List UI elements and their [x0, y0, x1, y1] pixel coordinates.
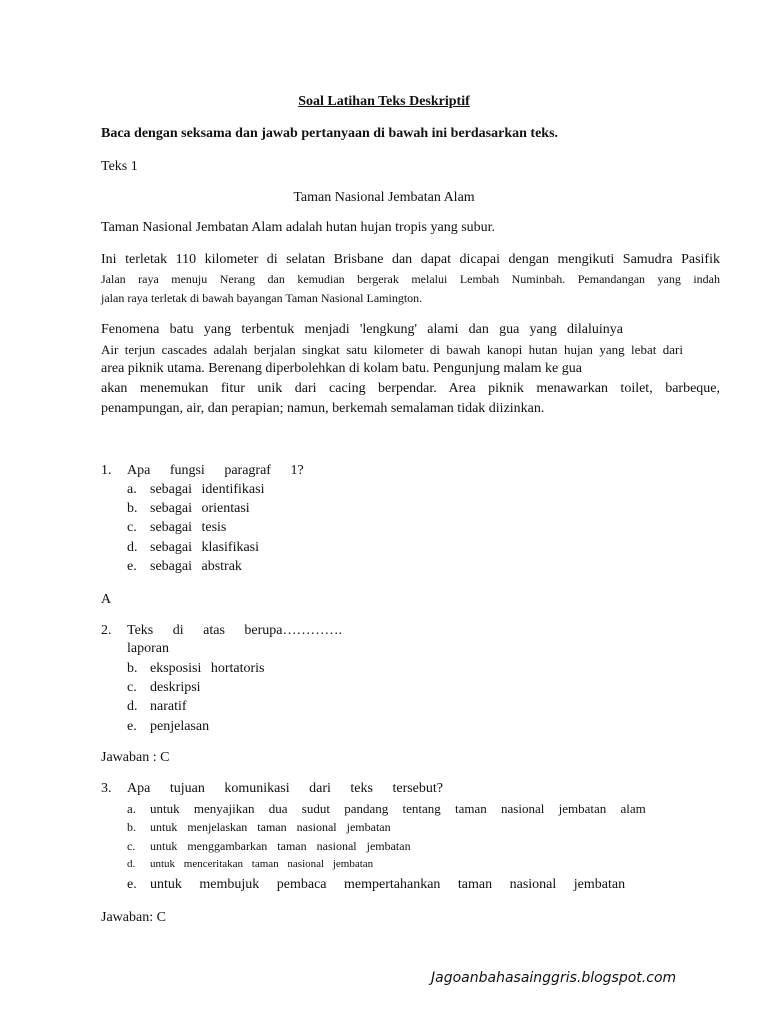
- option-text: laporan: [127, 641, 169, 656]
- question-2-option-e: [127, 719, 209, 735]
- option-letter: c.: [127, 839, 136, 853]
- question-text: Apa tujuan komunikasi dari teks tersebut?: [127, 781, 443, 796]
- question-2-option-a: [127, 641, 169, 657]
- paragraph-2-line-2: Jalan raya menuju Nerang dan kemudian bergerak melalui Lembah Numinbah. Pemandangan yang indah: [101, 272, 720, 286]
- question-2: [101, 623, 342, 639]
- option-text: untuk menggambarkan taman nasional jembatan: [150, 839, 411, 853]
- paragraph-2-line-1: Ini terletak 110 kilometer di selatan Brisbane dan dapat dicapai dengan mengikuti Samudra Pasifik: [101, 252, 720, 267]
- page-title: Soal Latihan Teks Deskriptif: [298, 94, 470, 109]
- question-1-option-e: [127, 559, 242, 575]
- option-text: deskripsi: [150, 680, 201, 695]
- instruction: Baca dengan seksama dan jawab pertanyaan di bawah ini berdasarkan teks.: [101, 126, 559, 141]
- option-letter: c.: [127, 520, 137, 535]
- question-3-option-e: [127, 877, 625, 893]
- question-3-answer: Jawaban: C: [101, 910, 166, 925]
- paragraph-2-line-3: jalan raya terletak di bawah bayangan Taman Nasional Lamington.: [101, 291, 423, 305]
- question-number: 1.: [101, 463, 112, 478]
- question-3-option-a: [127, 801, 646, 817]
- question-2-answer: Jawaban : C: [101, 750, 170, 765]
- option-text: sebagai identifikasi: [150, 482, 265, 497]
- paragraph-3-line-5: penampungan, air, dan perapian; namun, berkemah semalaman tidak diizinkan.: [101, 401, 545, 416]
- option-text: sebagai orientasi: [150, 501, 250, 516]
- question-2-option-d: [127, 699, 187, 715]
- option-text: sebagai abstrak: [150, 559, 242, 574]
- question-1-option-a: [127, 482, 264, 498]
- option-text: untuk menceritakan taman nasional jembatan: [150, 858, 374, 870]
- paragraph-3-line-3: area piknik utama. Berenang diperbolehkan di kolam batu. Pengunjung malam ke gua: [101, 361, 582, 376]
- option-letter: b.: [127, 501, 138, 516]
- option-text: untuk menjelaskan taman nasional jembatan: [150, 820, 391, 834]
- question-3-option-c: [127, 839, 411, 854]
- paragraph-3-line-1: Fenomena batu yang terbentuk menjadi 'lengkung' alami dan gua yang dilaluinya: [101, 322, 623, 337]
- option-text: eksposisi hortatoris: [150, 661, 265, 676]
- question-2-option-c: [127, 680, 201, 696]
- option-letter: e.: [127, 719, 137, 734]
- question-1-option-b: [127, 501, 250, 517]
- paragraph-1: Taman Nasional Jembatan Alam adalah hutan hujan tropis yang subur.: [101, 220, 496, 235]
- option-letter: a.: [127, 801, 137, 816]
- option-text: sebagai klasifikasi: [150, 540, 260, 555]
- option-letter: d.: [127, 858, 136, 870]
- option-text: sebagai tesis: [150, 520, 227, 535]
- option-letter: c.: [127, 680, 137, 695]
- text-label: Teks 1: [101, 159, 138, 174]
- question-1-answer: A: [101, 592, 112, 607]
- option-letter: d.: [127, 699, 138, 714]
- text-title: Taman Nasional Jembatan Alam: [293, 190, 475, 205]
- option-letter: b.: [127, 661, 138, 676]
- question-1-option-c: [127, 520, 226, 536]
- footer-watermark: Jagoanbahasainggris.blogspot.com: [431, 970, 677, 986]
- question-number: 2.: [101, 623, 112, 638]
- question-1: [101, 463, 304, 479]
- paragraph-3-line-2: Air terjun cascades adalah berjalan singkat satu kilometer di bawah kanopi hutan hujan yang lebat dari: [101, 342, 683, 357]
- question-text: Apa fungsi paragraf 1?: [127, 463, 304, 478]
- option-text: naratif: [150, 699, 187, 714]
- question-3-option-d: [127, 858, 373, 870]
- question-text: Teks di atas berupa………….: [127, 623, 342, 638]
- option-text: untuk membujuk pembaca mempertahankan taman nasional jembatan: [150, 877, 626, 892]
- question-2-option-b: [127, 661, 265, 677]
- option-letter: a.: [127, 482, 137, 497]
- option-letter: e.: [127, 877, 137, 892]
- option-letter: d.: [127, 540, 138, 555]
- question-3: [101, 781, 443, 797]
- question-number: 3.: [101, 781, 112, 796]
- option-letter: b.: [127, 820, 136, 834]
- option-text: untuk menyajikan dua sudut pandang tentang taman nasional jembatan alam: [150, 801, 646, 816]
- option-text: penjelasan: [150, 719, 210, 734]
- question-3-option-b: [127, 820, 391, 835]
- question-1-option-d: [127, 540, 259, 556]
- paragraph-3-line-4: akan menemukan fitur unik dari cacing berpendar. Area piknik menawarkan toilet, barbeque,: [101, 381, 720, 396]
- option-letter: e.: [127, 559, 137, 574]
